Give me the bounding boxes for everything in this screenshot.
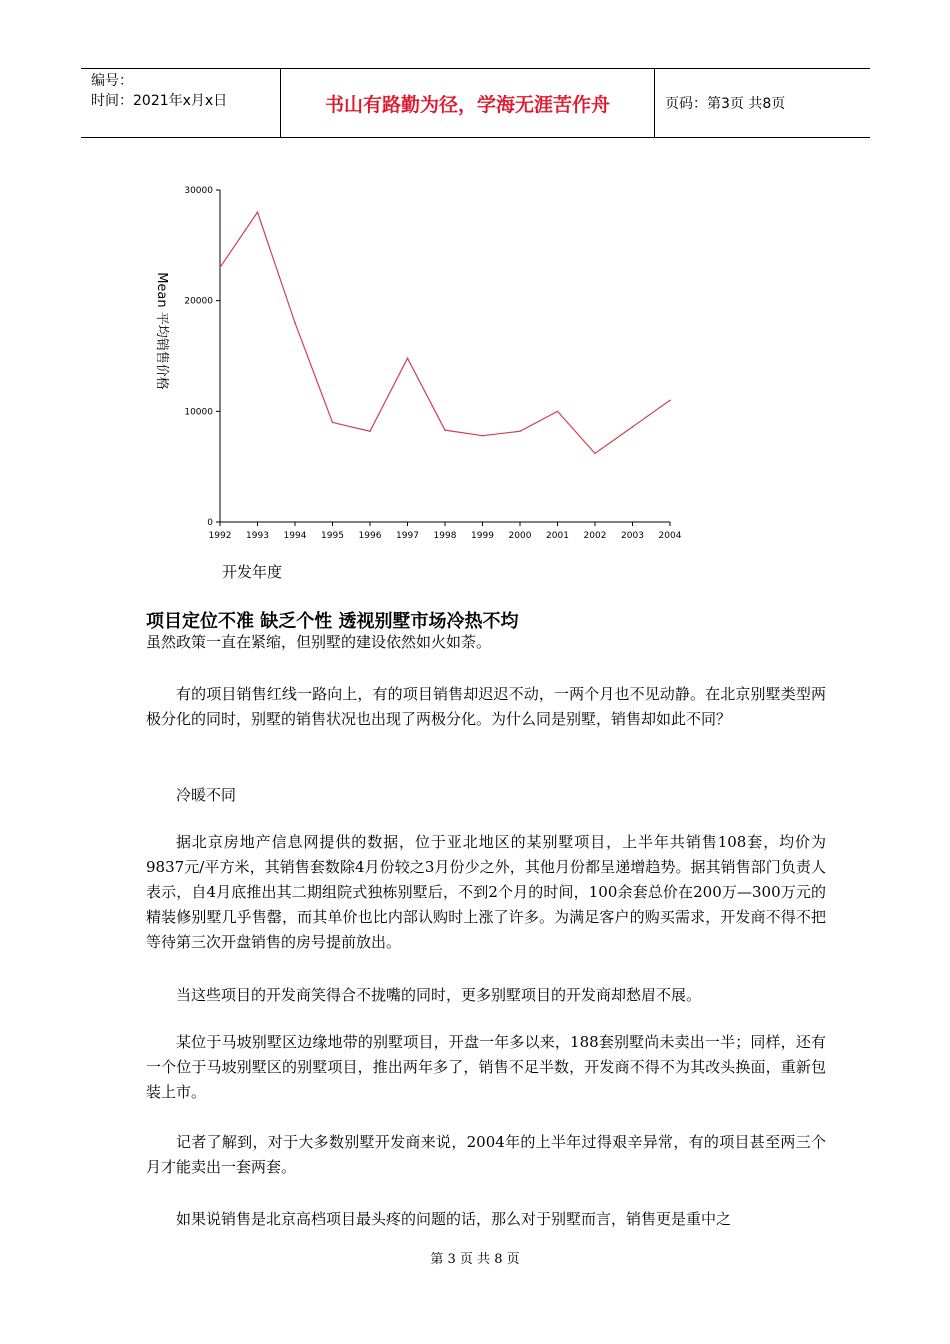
price-line-chart — [150, 175, 710, 595]
document-date: 时间：2021年x月x日 — [91, 93, 228, 109]
document-number: 编号： — [91, 73, 133, 89]
article-heading: 项目定位不准 缺乏个性 透视别墅市场冷热不均 — [146, 611, 519, 632]
paragraph-2: 有的项目销售红线一路向上，有的项目销售却迟迟不动，一两个月也不见动静。在北京别墅类型两极分化的同时，别墅的销售状况也出现了两极分化。为什么同是别墅，销售却如此不同？ — [146, 685, 826, 728]
data-point — [369, 430, 371, 432]
x-tick-label: 1998 — [433, 531, 457, 541]
paragraph-5: 当这些项目的开发商笑得合不拢嘴的同时，更多别墅项目的开发商却愁眉不展。 — [176, 986, 702, 1004]
data-point — [669, 399, 671, 401]
page-header — [81, 68, 870, 138]
header-meta — [81, 69, 281, 137]
x-tick-label: 1994 — [283, 531, 307, 541]
paragraph-4: 据北京房地产信息网提供的数据，位于亚北地区的某别墅项目，上半年共销售108套，均价为9837元/平方米，其销售套数除4月份较之3月份少之外，其他月份都呈递增趋势。据其销售部门负责人表示，自4月底推出其二期组院式独栋别墅后，不到2个月的时间，100余套总价在200万—300万元的精装修别墅几乎售罄，而其单价也比内部认购时上涨了许多。为满足客户的购买需求，开发商不得不把等待第三次开盘销售的房号提前放出。 — [146, 833, 826, 951]
y-tick-label: 30000 — [184, 186, 213, 196]
paragraph-8: 如果说销售是北京高档项目最头疼的问题的话，那么对于别墅而言，销售更是重中之 — [176, 1210, 732, 1228]
x-tick-label: 1997 — [396, 531, 419, 541]
x-tick-label: 2000 — [508, 531, 532, 541]
paragraph-3: 冷暖不同 — [176, 786, 237, 804]
data-point — [519, 430, 521, 432]
data-point — [219, 267, 221, 269]
data-point — [594, 453, 596, 455]
x-tick-label: 2001 — [546, 531, 569, 541]
y-axis-label: Mean 平均销售价格 — [154, 272, 169, 390]
data-point — [407, 357, 409, 359]
data-point — [332, 422, 334, 424]
data-point — [632, 426, 634, 428]
x-tick-label: 2004 — [658, 531, 682, 541]
page-footer: 第 3 页 共 8 页 — [430, 1252, 520, 1267]
x-axis-label: 开发年度 — [222, 563, 283, 581]
y-tick-label: 0 — [207, 518, 213, 528]
x-tick-label: 1999 — [471, 531, 494, 541]
y-tick-label: 20000 — [184, 296, 213, 307]
series-line — [220, 212, 670, 453]
data-point — [294, 322, 296, 324]
paragraph-7: 记者了解到，对于大多数别墅开发商来说，2004年的上半年过得艰辛异常，有的项目甚至两三个月才能卖出一套两套。 — [146, 1133, 826, 1176]
paragraph-6: 某位于马坡别墅区边缘地带的别墅项目，开盘一年多以来，188套别墅尚未卖出一半；同样，还有一个位于马坡别墅区的别墅项目，推出两年多了，销售不足半数，开发商不得不为其改头换面，重新包装上市。 — [146, 1033, 826, 1101]
paragraph-1: 虽然政策一直在紧缩，但别墅的建设依然如火如荼。 — [146, 633, 492, 651]
x-tick-label: 1993 — [246, 531, 269, 541]
x-tick-label: 1992 — [208, 531, 232, 541]
header-page-number: 页码：第3页 共8页 — [665, 96, 786, 112]
data-point — [482, 435, 484, 437]
data-point — [557, 411, 559, 413]
x-tick-label: 2002 — [583, 531, 607, 541]
data-point — [257, 211, 259, 213]
y-tick-label: 10000 — [184, 407, 213, 418]
x-tick-label: 1995 — [321, 531, 344, 541]
chart-svg — [150, 175, 710, 595]
data-point — [444, 429, 446, 431]
x-tick-label: 1996 — [358, 531, 382, 541]
header-motto: 书山有路勤为径，学海无涯苦作舟 — [281, 69, 655, 137]
x-tick-label: 2003 — [621, 531, 644, 541]
